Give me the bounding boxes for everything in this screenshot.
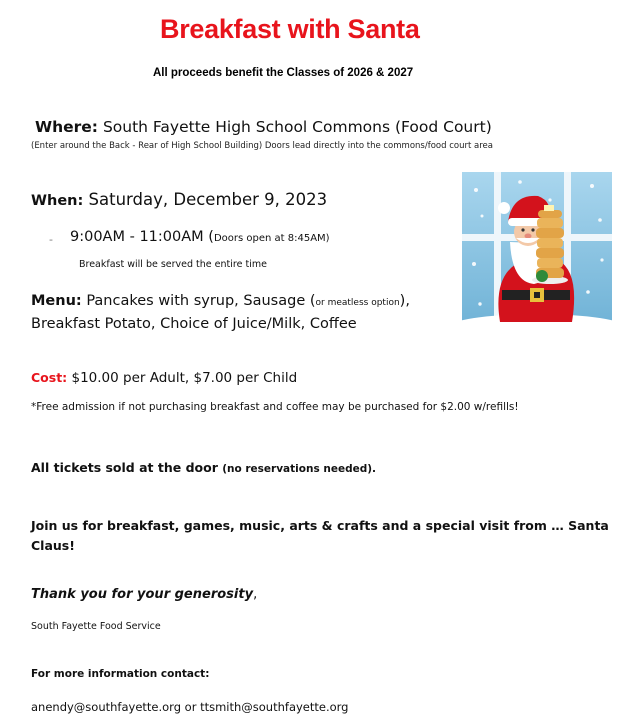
time-value: 9:00AM - 11:00AM ( [70,229,214,245]
doors-open-note: Doors open at 8:45AM) [213,233,330,244]
contact-label: For more information contact: [31,668,210,680]
tickets-note: (no reservations needed). [222,463,377,475]
tickets-bold: All tickets sold at the door [31,460,218,475]
menu-line1: Pancakes with syrup, Sausage ( [86,293,316,309]
menu-line2: Breakfast Potato, Choice of Juice/Milk, Coffee [31,316,357,332]
page-title: Breakfast with Santa [160,14,420,44]
menu-line1-end: ), [399,293,410,309]
where-value: South Fayette High School Commons (Food Court) [102,118,492,136]
where-label: Where: [35,118,98,136]
cost-line [31,370,297,386]
contact-emails: anendy@southfayette.org or ttsmith@southfayette.org [31,700,349,714]
join-line2: Claus! [31,538,75,553]
when-label: When: [31,193,84,209]
join-block [31,516,609,556]
menu-label: Menu: [31,293,82,309]
when-line [31,190,327,209]
thank-you-comma: , [253,587,258,602]
free-admission-note: *Free admission if not purchasing breakfast and coffee may be purchased for $2.00 w/refills! [31,401,519,413]
menu-block [31,291,410,335]
thank-you-line [31,587,257,602]
serve-note: Breakfast will be served the entire time [79,259,267,270]
menu-meatless-note: or meatless option [315,298,400,308]
page-subtitle: All proceeds benefit the Classes of 2026 & 2027 [153,67,414,79]
when-value: Saturday, December 9, 2023 [88,190,328,209]
signature: South Fayette Food Service [31,621,161,632]
cost-label: Cost: [31,370,68,385]
tickets-line [31,460,376,475]
time-line [70,229,330,245]
cost-value: $10.00 per Adult, $7.00 per Child [71,370,298,386]
santa-with-pancakes-illustration [462,172,612,328]
where-line [35,118,492,136]
thank-you-text: Thank you for your generosity [31,587,254,602]
where-note: (Enter around the Back - Rear of High School Building) Doors lead directly into the commons/food court area [31,141,493,151]
join-line1: Join us for breakfast, games, music, arts & crafts and a special visit from … Santa [31,518,609,533]
bullet-dash: - [49,233,53,246]
